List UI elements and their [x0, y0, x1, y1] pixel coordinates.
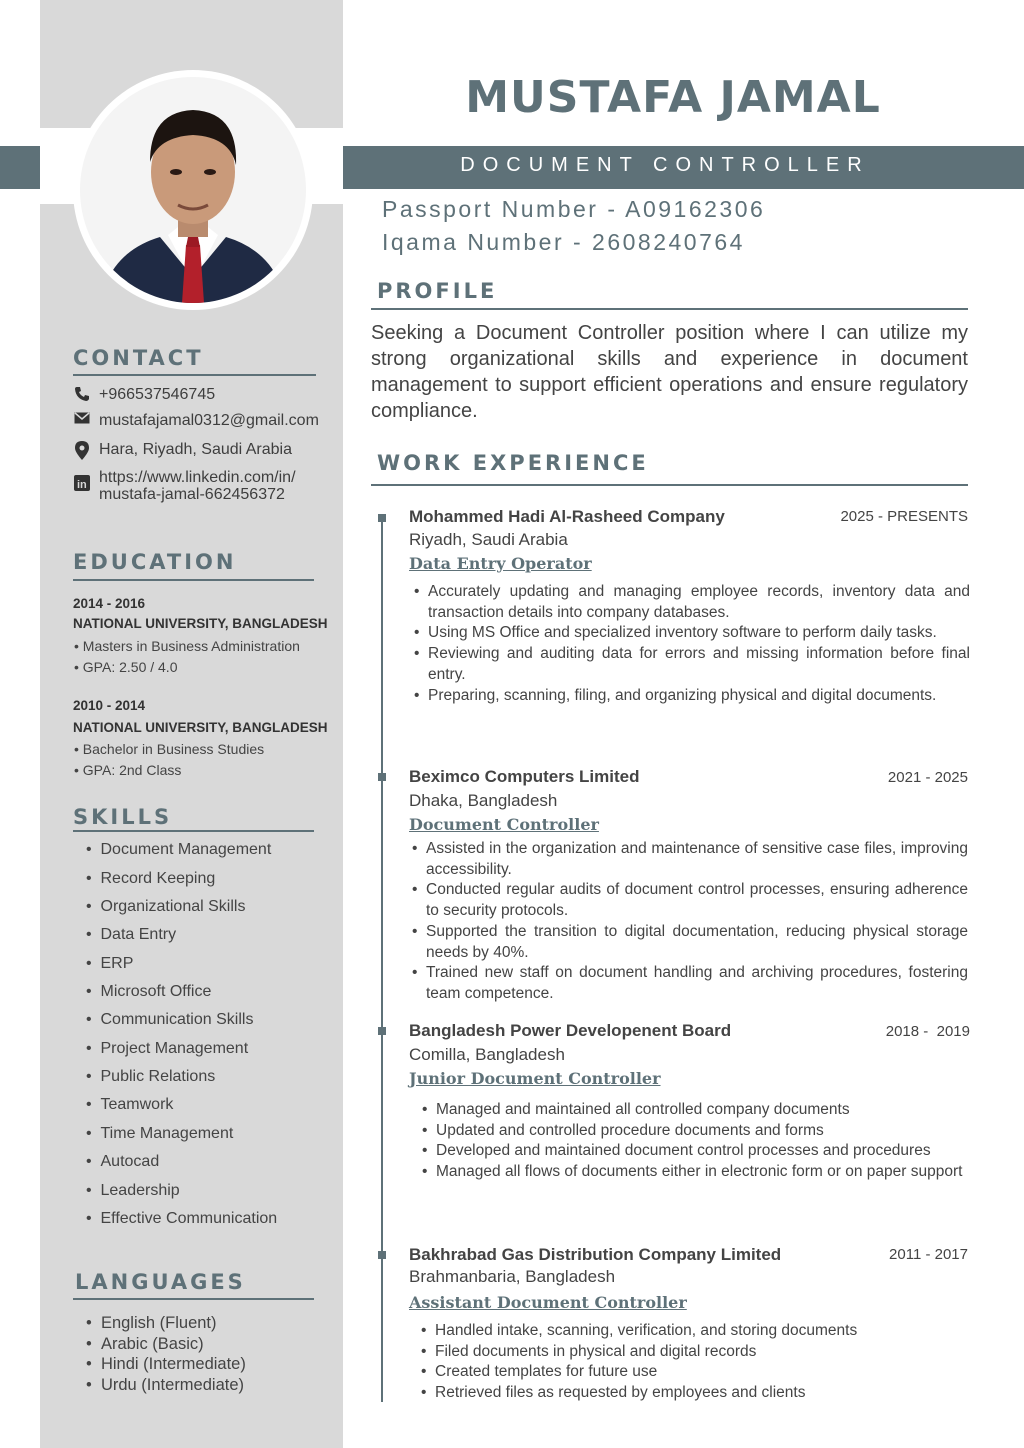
education-heading: EDUCATION: [73, 550, 237, 574]
duty-item: • Accurately updating and managing employee records, inventory data and transaction details into company databases.: [414, 582, 970, 623]
company-name: Bangladesh Power Developenent Board: [409, 1021, 732, 1040]
profile-summary: Seeking a Document Controller position where I can utilize my strong organizational skills and experience in document management to support efficient operations and ensure regulatory compliance.: [371, 322, 968, 422]
contact-address: [73, 441, 292, 460]
job-location: Brahmanbaria, Bangladesh: [409, 1267, 616, 1286]
education-item: • GPA: 2nd Class: [74, 762, 182, 778]
profile-heading: PROFILE: [377, 279, 498, 303]
language-item: • Arabic (Basic): [86, 1335, 204, 1353]
skill-item: • Public Relations: [86, 1068, 216, 1085]
language-item: • English (Fluent): [86, 1314, 217, 1332]
job-title: Data Entry Operator: [409, 554, 592, 573]
job-period: 2025 - PRESENTS: [840, 508, 968, 525]
passport-number: Passport Number - A09162306: [382, 196, 766, 222]
skill-item: • Record Keeping: [86, 870, 216, 887]
portrait-illustration: [80, 77, 306, 303]
duty-item: • Retrieved files as requested by employees and clients: [421, 1383, 977, 1404]
education-school: NATIONAL UNIVERSITY, BANGLADESH: [73, 720, 328, 735]
company-name: Mohammed Hadi Al-Rasheed Company: [409, 507, 725, 526]
contact-phone[interactable]: [73, 386, 215, 404]
job-duties: [421, 1321, 977, 1404]
duty-item: • Handled intake, scanning, verification, and storing documents: [421, 1321, 977, 1342]
skill-item: • ERP: [86, 955, 134, 972]
contact-linkedin[interactable]: [73, 469, 296, 503]
contact-email[interactable]: [73, 412, 319, 430]
skill-item: • Microsoft Office: [86, 983, 212, 1000]
skill-item: • Teamwork: [86, 1096, 174, 1113]
duty-item: • Assisted in the organization and maintenance of sensitive case files, improving accessibility.: [412, 839, 968, 880]
skill-item: • Project Management: [86, 1040, 249, 1057]
email-icon: [73, 412, 91, 424]
education-school: NATIONAL UNIVERSITY, BANGLADESH: [73, 616, 328, 631]
languages-divider: [73, 1298, 314, 1300]
job-location: Comilla, Bangladesh: [409, 1045, 565, 1064]
education-divider: [73, 579, 314, 581]
job-location: Dhaka, Bangladesh: [409, 791, 558, 810]
duty-item: • Supported the transition to digital documentation, reducing physical storage needs by 40%.: [412, 922, 968, 963]
skill-item: • Organizational Skills: [86, 898, 246, 915]
education-years: 2014 - 2016: [73, 596, 146, 611]
duty-item: • Developed and maintained document control processes and procedures: [422, 1141, 977, 1162]
duty-item: • Managed all flows of documents either in electronic form or on paper support: [422, 1162, 977, 1183]
duty-item: • Managed and maintained all controlled company documents: [422, 1100, 977, 1121]
duty-item: • Created templates for future use: [421, 1362, 977, 1383]
duty-item: • Conducted regular audits of document control processes, ensuring adherence to security protocols.: [412, 880, 968, 921]
education-item: • GPA: 2.50 / 4.0: [74, 659, 178, 675]
avatar: [80, 77, 306, 303]
address-text: Hara, Riyadh, Saudi Arabia: [99, 441, 292, 458]
location-pin-icon: [73, 441, 91, 460]
duty-item: • Using MS Office and specialized inventory software to perform daily tasks.: [414, 623, 970, 644]
profile-divider: [371, 308, 968, 310]
linkedin-line-1: https://www.linkedin.com/in/: [99, 469, 296, 486]
job-period: 2021 - 2025: [887, 769, 968, 786]
work-experience-divider: [371, 484, 968, 486]
languages-heading: LANGUAGES: [75, 1270, 246, 1294]
contact-divider: [73, 374, 316, 376]
skill-item: • Time Management: [86, 1125, 234, 1142]
duty-item: • Reviewing and auditing data for errors and missing information before final entry.: [414, 644, 970, 685]
skill-item: • Document Management: [86, 841, 272, 858]
job-title: Junior Document Controller: [409, 1069, 661, 1088]
skill-item: • Autocad: [86, 1153, 160, 1170]
timeline-marker: [378, 1027, 386, 1035]
linkedin-line-2: mustafa-jamal-662456372: [99, 486, 285, 503]
person-name: MUSTAFA JAMAL: [465, 72, 881, 123]
duty-item: • Filed documents in physical and digital records: [421, 1342, 977, 1363]
skill-item: • Leadership: [86, 1182, 180, 1199]
timeline-marker: [378, 1251, 386, 1259]
skills-divider: [73, 830, 314, 832]
company-name: Bakhrabad Gas Distribution Company Limited: [409, 1245, 782, 1264]
language-item: • Hindi (Intermediate): [86, 1355, 246, 1373]
education-years: 2010 - 2014: [73, 698, 146, 713]
job-title: Assistant Document Controller: [409, 1293, 687, 1312]
job-role: DOCUMENT CONTROLLER: [460, 154, 870, 176]
job-period: 2018 - 2019: [885, 1023, 970, 1040]
svg-text:in: in: [77, 479, 87, 491]
duty-item: • Trained new staff on document handling and archiving procedures, fostering team competence.: [412, 963, 968, 1004]
skill-item: • Data Entry: [86, 926, 177, 943]
work-experience-heading: WORK EXPERIENCE: [377, 451, 649, 475]
skill-item: • Communication Skills: [86, 1011, 254, 1028]
job-duties: [422, 1100, 977, 1183]
contact-heading: CONTACT: [73, 346, 204, 370]
phone-icon: [73, 386, 91, 402]
linkedin-icon: [73, 475, 91, 491]
timeline-line: [381, 517, 383, 1402]
skill-item: • Effective Communication: [86, 1210, 278, 1227]
job-period: 2011 - 2017: [889, 1246, 968, 1263]
job-duties: [412, 839, 968, 1005]
company-name: Beximco Computers Limited: [409, 767, 640, 786]
job-location: Riyadh, Saudi Arabia: [409, 530, 568, 549]
duty-item: • Updated and controlled procedure documents and forms: [422, 1121, 977, 1142]
timeline-marker: [378, 514, 386, 522]
linkedin-url[interactable]: [99, 469, 296, 503]
education-item: • Bachelor in Business Studies: [74, 741, 265, 757]
duty-item: • Preparing, scanning, filing, and organizing physical and digital documents.: [414, 686, 970, 707]
language-item: • Urdu (Intermediate): [86, 1376, 245, 1394]
skills-heading: SKILLS: [73, 805, 173, 829]
timeline-marker: [378, 773, 386, 781]
job-title: Document Controller: [409, 815, 599, 834]
iqama-number: Iqama Number - 2608240764: [382, 229, 745, 255]
education-item: • Masters in Business Administration: [74, 638, 300, 654]
phone-text: +966537546745: [99, 386, 216, 403]
job-duties: [414, 582, 970, 706]
email-text: mustafajamal0312@gmail.com: [99, 412, 319, 429]
